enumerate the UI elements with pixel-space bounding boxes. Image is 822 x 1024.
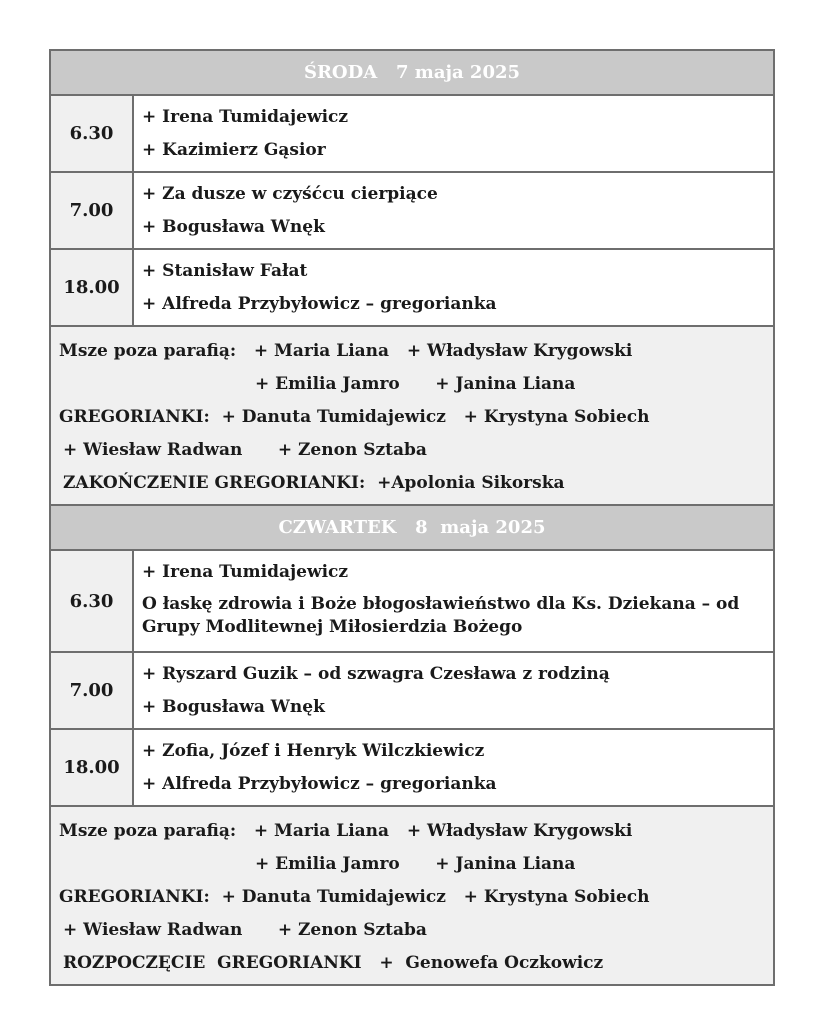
gregorian-entry: + Danuta Tumidajewicz — [221, 407, 446, 427]
mass-intentions — [134, 653, 773, 728]
mass-time: 6.30 — [51, 96, 134, 171]
special-note: ROZPOCZĘCIE GREGORIANKI + Genowefa Oczkowicz — [63, 953, 604, 973]
intention: + Bogusława Wnęk — [142, 697, 325, 717]
gregorian-line — [59, 914, 765, 947]
mass-time: 7.00 — [51, 173, 134, 248]
mass-row — [51, 250, 773, 327]
gregorian-entry: + Danuta Tumidajewicz — [221, 887, 446, 907]
mass-row — [51, 551, 773, 653]
day-notes — [51, 807, 773, 984]
outside-masses-label: Msze poza parafią: — [59, 821, 237, 841]
gregorian-entry: + Zenon Sztaba — [277, 440, 427, 460]
intention: + Bogusława Wnęk — [142, 217, 325, 237]
outside-masses-line — [59, 848, 765, 881]
mass-time: 7.00 — [51, 653, 134, 728]
intention: + Alfreda Przybyłowicz – gregorianka — [142, 774, 497, 794]
mass-intentions — [134, 551, 773, 651]
gregorian-entry: + Zenon Sztaba — [277, 920, 427, 940]
mass-time: 18.00 — [51, 250, 134, 325]
gregorian-entry: + Wiesław Radwan — [63, 920, 243, 940]
outside-masses-line — [59, 368, 765, 401]
gregorian-line — [59, 881, 765, 914]
intention: + Za dusze w czyśćcu cierpiące — [142, 184, 438, 204]
outside-mass: + Władysław Krygowski — [406, 821, 633, 841]
day-notes — [51, 327, 773, 506]
intention: + Stanisław Fałat — [142, 261, 308, 281]
intention: + Zofia, Józef i Henryk Wilczkiewicz — [142, 741, 485, 761]
outside-masses-label: Msze poza parafią: — [59, 341, 237, 361]
mass-row — [51, 96, 773, 173]
gregorian-entry: + Krystyna Sobiech — [463, 887, 650, 907]
outside-masses-line — [59, 815, 765, 848]
special-note: ZAKOŃCZENIE GREGORIANKI: +Apolonia Sikorska — [63, 473, 565, 493]
intention: O łaskę zdrowia i Boże błogosławieństwo dla Ks. Dziekana – od Grupy Modlitewnej Miłosierdzia Bożego — [142, 594, 740, 637]
mass-intentions — [134, 96, 773, 171]
day-header: ŚRODA 7 maja 2025 — [51, 51, 773, 96]
mass-intentions — [134, 250, 773, 325]
intention: + Kazimierz Gąsior — [142, 140, 326, 160]
outside-mass: + Maria Liana — [253, 821, 390, 841]
gregorian-line — [59, 401, 765, 434]
outside-mass: + Maria Liana — [253, 341, 390, 361]
outside-mass: + Emilia Jamro — [255, 374, 400, 394]
gregorian-label: GREGORIANKI: — [59, 887, 210, 907]
gregorian-line — [59, 434, 765, 467]
mass-intentions-table — [49, 49, 775, 986]
gregorian-entry: + Wiesław Radwan — [63, 440, 243, 460]
mass-row — [51, 173, 773, 250]
outside-mass: + Janina Liana — [435, 374, 576, 394]
outside-masses-line — [59, 335, 765, 368]
mass-row — [51, 730, 773, 807]
intention: + Ryszard Guzik – od szwagra Czesława z rodziną — [142, 664, 610, 684]
intention: + Irena Tumidajewicz — [142, 107, 349, 127]
mass-intentions — [134, 730, 773, 805]
outside-mass: + Janina Liana — [435, 854, 576, 874]
day-header: CZWARTEK 8 maja 2025 — [51, 506, 773, 551]
intention: + Alfreda Przybyłowicz – gregorianka — [142, 294, 497, 314]
mass-row — [51, 653, 773, 730]
gregorian-entry: + Krystyna Sobiech — [463, 407, 650, 427]
outside-mass: + Władysław Krygowski — [406, 341, 633, 361]
gregorian-label: GREGORIANKI: — [59, 407, 210, 427]
mass-time: 18.00 — [51, 730, 134, 805]
outside-mass: + Emilia Jamro — [255, 854, 400, 874]
mass-time: 6.30 — [51, 551, 134, 651]
mass-intentions — [134, 173, 773, 248]
intention: + Irena Tumidajewicz — [142, 562, 349, 582]
